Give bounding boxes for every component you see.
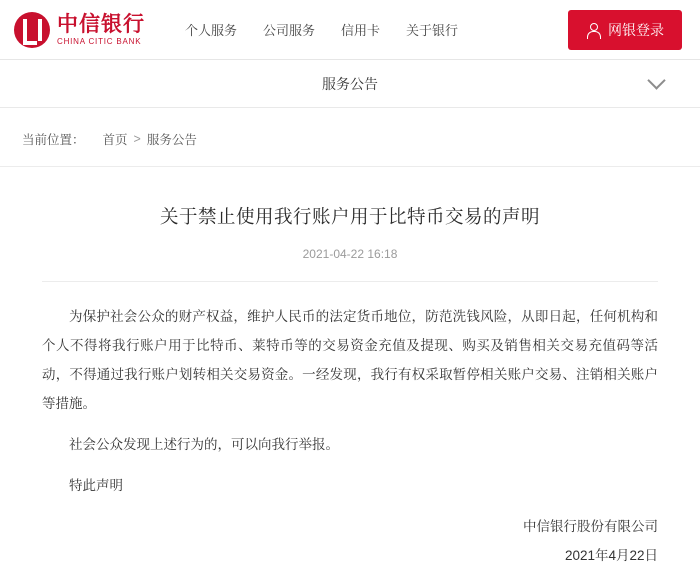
main-navigation — [185, 20, 568, 39]
person-icon — [586, 23, 600, 37]
nav-item-personal[interactable]: 个人服务 — [185, 23, 238, 38]
article-signature — [42, 512, 658, 570]
section-header-bar — [0, 60, 700, 108]
brand-logo-text — [57, 14, 145, 46]
online-banking-login-button[interactable] — [568, 10, 682, 50]
article-body — [42, 282, 658, 500]
nav-item-credit-card[interactable]: 信用卡 — [341, 23, 381, 38]
article-paragraph: 为保护社会公众的财产权益，维护人民币的法定货币地位，防范洗钱风险，从即日起，任何机构和个人不得将我行账户用于比特币、莱特币等的交易资金充值及提现、购买及销售相关交易充值码等活动，不得通过我行账户划转相关交易资金。一经发现，我行有权采取暂停相关账户交易、注销相关账户等措施。 — [42, 309, 658, 411]
article-paragraph: 社会公众发现上述行为的，可以向我行举报。 — [69, 437, 339, 452]
site-header — [0, 0, 700, 60]
breadcrumb-label: 当前位置： — [22, 133, 85, 147]
section-title: 服务公告 — [322, 75, 378, 92]
breadcrumb-separator: > — [133, 132, 141, 146]
breadcrumb-item-announcements[interactable]: 服务公告 — [146, 133, 197, 147]
breadcrumb-item-home[interactable]: 首页 — [102, 133, 128, 147]
nav-item-corporate[interactable]: 公司服务 — [263, 23, 316, 38]
signature-organization: 中信银行股份有限公司 — [523, 519, 658, 534]
article — [0, 203, 700, 570]
nav-item-about[interactable]: 关于银行 — [406, 23, 459, 38]
brand-logo[interactable] — [14, 12, 145, 48]
brand-name-en: CHINA CITIC BANK — [57, 36, 142, 46]
breadcrumb — [0, 108, 700, 167]
signature-date: 2021年4月22日 — [564, 548, 658, 563]
citic-logo-icon — [14, 12, 50, 48]
chevron-down-icon[interactable] — [650, 74, 664, 88]
login-button-label: 网银登录 — [608, 21, 664, 38]
page-title: 关于禁止使用我行账户用于比特币交易的声明 — [159, 206, 540, 227]
publish-timestamp: 2021-04-22 16:18 — [42, 247, 658, 282]
article-paragraph: 特此声明 — [69, 478, 123, 493]
brand-name-cn: 中信银行 — [57, 12, 145, 36]
